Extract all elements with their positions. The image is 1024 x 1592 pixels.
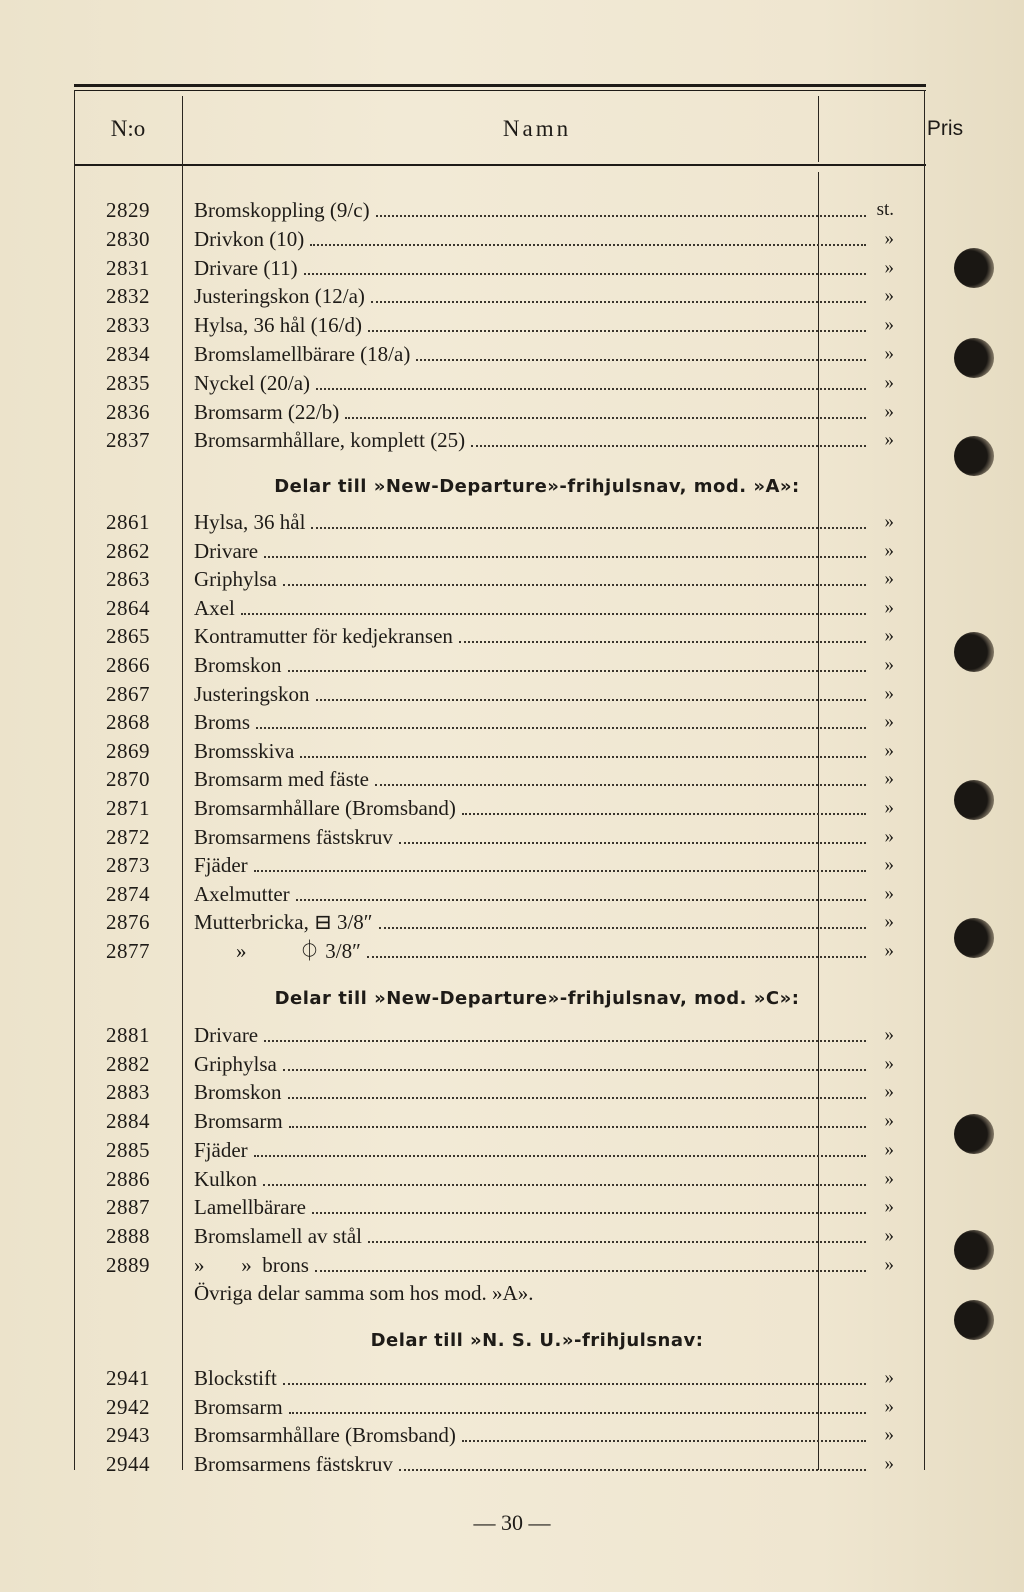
header-rule <box>74 164 926 166</box>
table-header <box>74 96 964 162</box>
table-row: 2837 Bromsarmhållare, komplett (25) » <box>106 428 894 453</box>
table-row: 2868 Broms » <box>106 710 894 735</box>
table-row: 2944 Bromsarmens fästskruv » <box>106 1452 894 1477</box>
table-row: 2942 Bromsarm » <box>106 1394 894 1419</box>
section-heading-a: Delar till »New-Departure»-frihjulsnav, mod. »A»: <box>274 476 800 497</box>
table-row: 2886 Kulkon » <box>106 1166 894 1191</box>
binding-hole <box>954 1114 994 1154</box>
binding-hole <box>954 248 994 288</box>
table-row: 2833 Hylsa, 36 hål (16/d) » <box>106 313 894 338</box>
table-row: 2874 Axelmutter » <box>106 881 894 906</box>
table-row: 2871 Bromsarmhållare (Bromsband) » <box>106 796 894 820</box>
section-heading-nsu: Delar till »N. S. U.»-frihjulsnav: <box>370 1330 704 1351</box>
binding-hole <box>954 1230 994 1270</box>
table-row: 2835 Nyckel (20/a) » <box>106 370 894 395</box>
table-row: 2866 Bromskon » <box>106 653 894 677</box>
header-name: Namn <box>502 116 572 141</box>
table-row: 2834 Bromslamellbärare (18/a) » <box>106 342 894 366</box>
page-number: — 30 — <box>473 1510 551 1535</box>
table-row: 2867 Justeringskon » <box>106 681 894 706</box>
table-row: 2831 Drivare (11) » <box>106 255 894 280</box>
table-row: 2885 Fjäder » <box>106 1137 894 1162</box>
table-row: 2864 Axel » <box>106 595 894 620</box>
table-row: 2887 Lamellbärare » <box>106 1195 894 1220</box>
table-row: 2832 Justeringskon (12/a) » <box>106 284 894 309</box>
binding-hole <box>954 632 994 672</box>
top-rule <box>74 84 926 87</box>
table-row: 2862 Drivare » <box>106 538 894 563</box>
binding-hole <box>954 1300 994 1340</box>
table-row: 2882 Griphylsa » <box>106 1051 894 1076</box>
table-row: 2876 Mutterbricka, ⊟ 3/8″ » <box>106 910 894 935</box>
table-row: 2883 Bromskon » <box>106 1080 894 1105</box>
note-c: Övriga delar samma som hos mod. »A». <box>194 1281 534 1305</box>
table-row: 2872 Bromsarmens fästskruv » <box>106 824 894 849</box>
table-row: 2873 Fjäder » <box>106 853 894 878</box>
table-row: 2869 Bromsskiva » <box>106 738 894 763</box>
binding-hole <box>954 918 994 958</box>
table-row: 2865 Kontramutter för kedjekransen » <box>106 624 894 649</box>
table-row: 2863 Griphylsa » <box>106 567 894 592</box>
table-row: 2884 Bromsarm » <box>106 1109 894 1134</box>
table-row: 2941 Blockstift » <box>106 1366 894 1390</box>
table-row: 2829 Bromskoppling (9/c) st. <box>106 198 894 222</box>
header-price: Pris <box>926 117 964 140</box>
table-row: 2830 Drivkon (10) » <box>106 226 894 251</box>
table-row: 2889 » » brons » <box>106 1252 894 1277</box>
top-rule-thin <box>74 90 926 91</box>
binding-hole <box>954 338 994 378</box>
table-row: 2888 Bromslamell av stål » <box>106 1223 894 1248</box>
table-row: 2877 » ⏀ 3/8″ » <box>106 939 894 963</box>
table-row: 2861 Hylsa, 36 hål » <box>106 510 894 534</box>
table-row: 2943 Bromsarmhållare (Bromsband) » <box>106 1423 894 1448</box>
column-line-price <box>818 96 819 162</box>
header-number: N:o <box>110 116 146 141</box>
binding-hole <box>954 780 994 820</box>
table-row: 2870 Bromsarm med fäste » <box>106 767 894 792</box>
table-row: 2836 Bromsarm (22/b) » <box>106 399 894 424</box>
section-heading-c: Delar till »New-Departure»-frihjulsnav, mod. »C»: <box>274 988 800 1009</box>
table-row: 2881 Drivare » <box>106 1023 894 1047</box>
binding-hole <box>954 436 994 476</box>
